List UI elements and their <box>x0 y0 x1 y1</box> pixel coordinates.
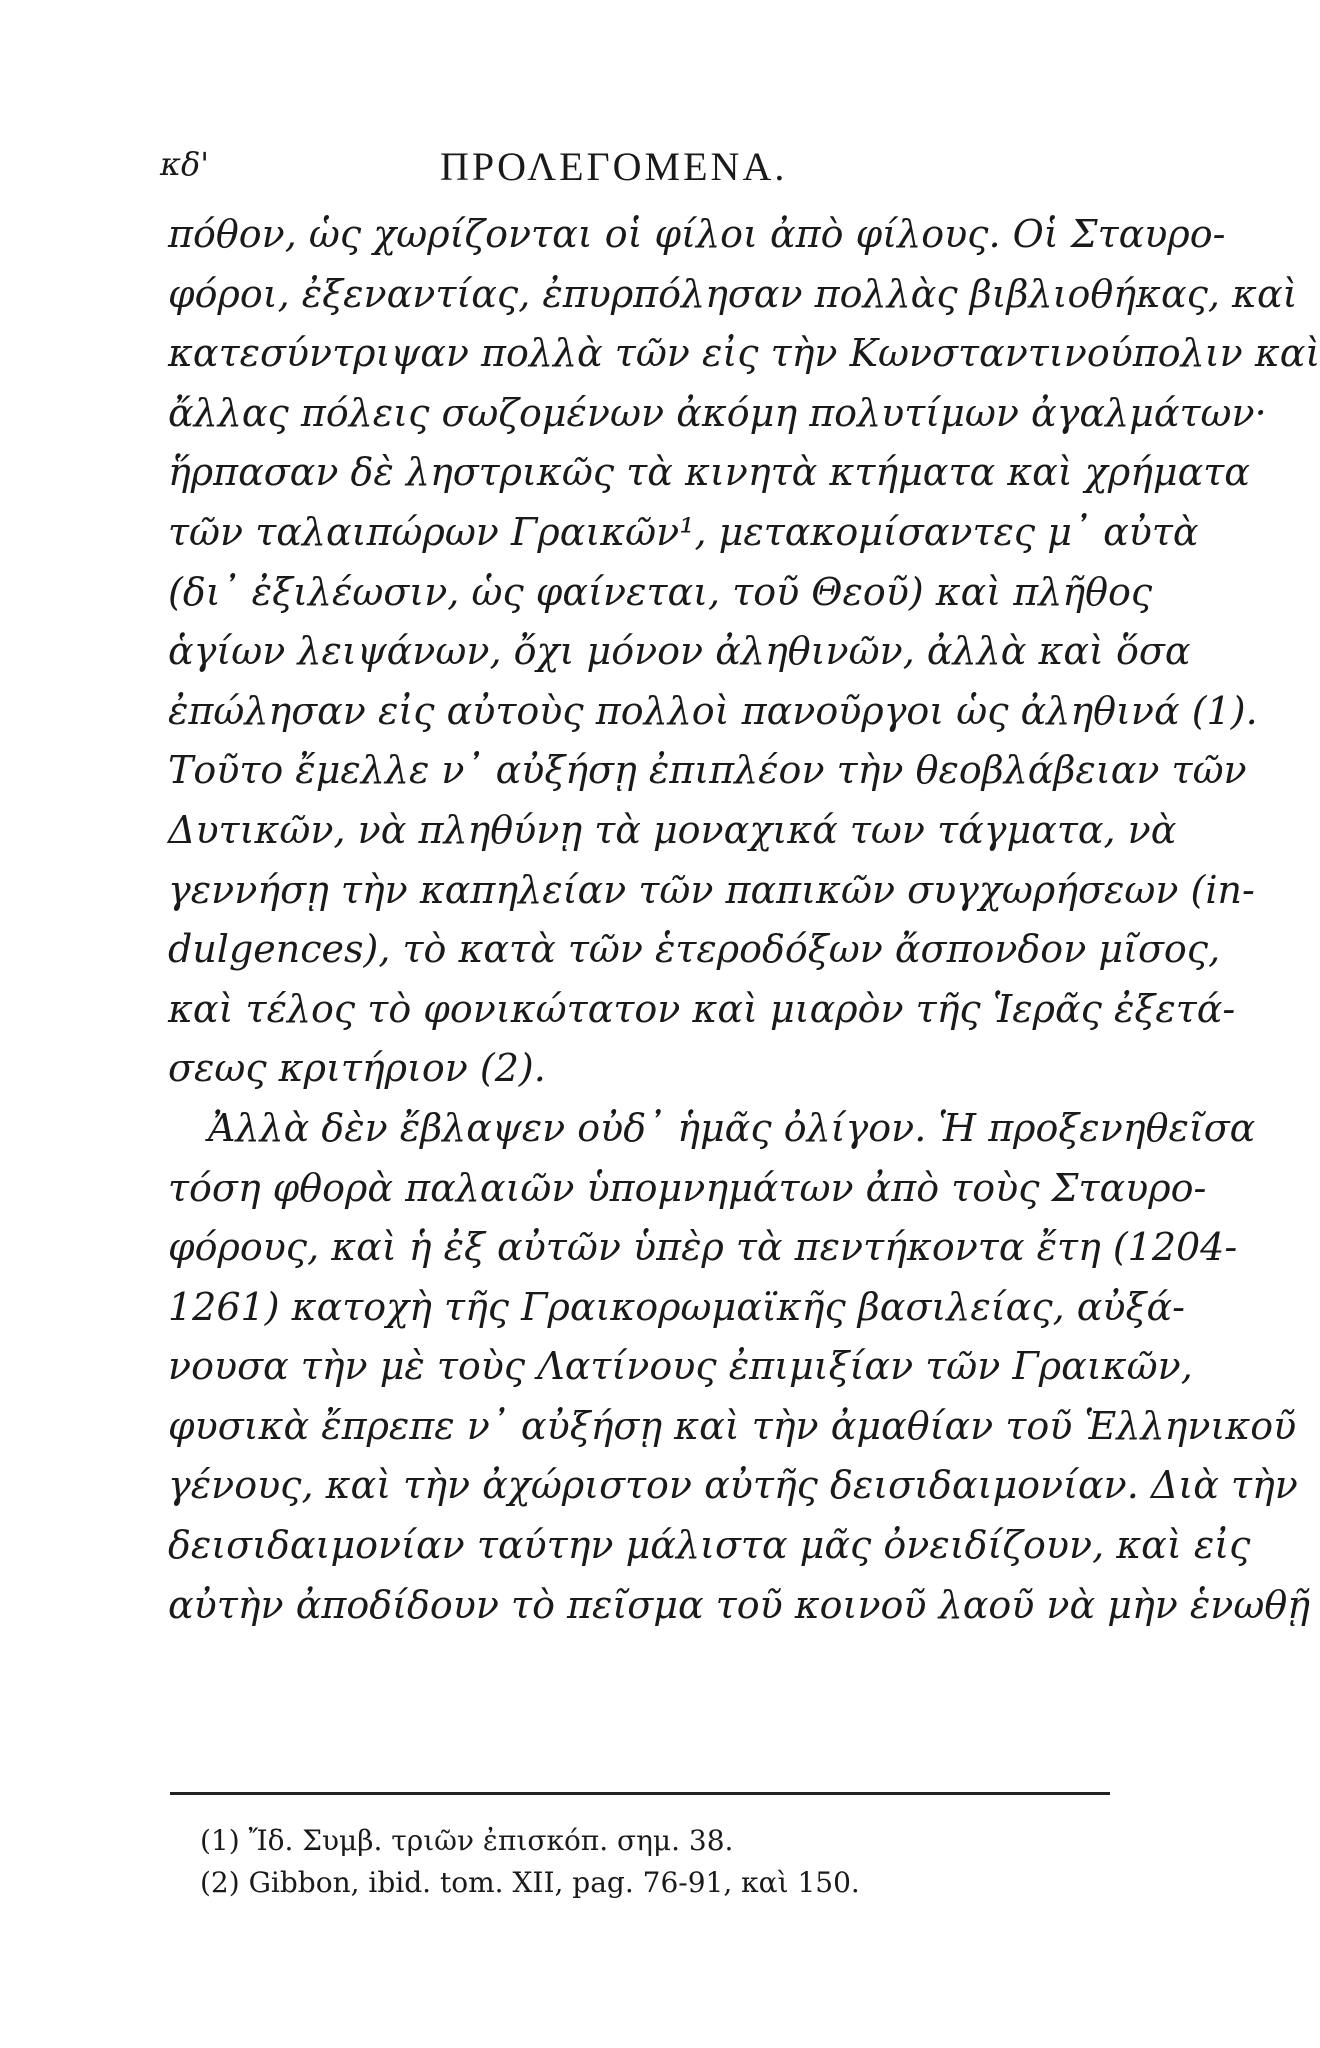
text-line: ἁγίων λειψάνων, ὄχι μόνον ἀληθινῶν, ἀλλὰ καὶ ὅσα <box>168 629 1191 674</box>
text-line: ἐπώλησαν εἰς αὐτοὺς πολλοὶ πανοῦργοι ὡς ἀληθινά (1). <box>168 688 1258 733</box>
text-line: φυσικὰ ἔπρεπε ν᾽ αὐξήσῃ καὶ τὴν ἀμαθίαν τοῦ Ἑλληνικοῦ <box>168 1403 1297 1448</box>
text-line: γεννήσῃ τὴν καπηλείαν τῶν παπικῶν συγχωρήσεων (in- <box>168 867 1255 912</box>
running-title: ΠΡΟΛΕΓΟΜΕΝΑ. <box>440 144 788 189</box>
text-line: φόροι, ἐξεναντίας, ἐπυρπόλησαν πολλὰς βιβλιοθήκας, καὶ <box>168 271 1298 316</box>
paragraph-start-line: Ἀλλὰ δὲν ἔβλαψεν οὐδ᾽ ἡμᾶς ὀλίγον. Ἡ προξενηθεῖσα <box>208 1105 1256 1150</box>
page-header <box>160 145 1120 195</box>
footnote-divider <box>170 1792 1110 1795</box>
text-line: αὐτὴν ἀποδίδουν τὸ πεῖσμα τοῦ κοινοῦ λαοῦ νὰ μὴν ἑνωθῇ <box>168 1582 1311 1627</box>
footnote-2: (2) Gibbon, ibid. tom. XII, pag. 76-91, καὶ 150. <box>200 1866 860 1899</box>
body-text <box>168 205 1320 1635</box>
footnotes <box>200 1820 1100 1904</box>
page-number: κδ' <box>160 145 210 183</box>
text-line: πόθον, ὡς χωρίζονται οἱ φίλοι ἀπὸ φίλους. Οἱ Σταυρο- <box>168 212 1226 256</box>
footnote-1: (1) Ἴδ. Συμβ. τριῶν ἐπισκόπ. σημ. 38. <box>200 1824 734 1857</box>
text-line: Τοῦτο ἔμελλε ν᾽ αὐξήσῃ ἐπιπλέον τὴν θεοβλάβειαν τῶν <box>168 748 1247 793</box>
text-line: 1261) κατοχὴ τῆς Γραικορωμαϊκῆς βασιλείας, αὐξά- <box>168 1284 1185 1329</box>
text-line: γένους, καὶ τὴν ἀχώριστον αὐτῆς δεισιδαιμονίαν. Διὰ τὴν <box>168 1463 1298 1508</box>
text-line: καὶ τέλος τὸ φονικώτατον καὶ μιαρὸν τῆς Ἱερᾶς ἐξετά- <box>168 986 1236 1031</box>
text-line: Δυτικῶν, νὰ πληθύνῃ τὰ μοναχικά των τάγματα, νὰ <box>168 807 1177 852</box>
text-line: ἄλλας πόλεις σωζομένων ἀκόμη πολυτίμων ἀγαλμάτων· <box>168 390 1267 435</box>
text-line: δεισιδαιμονίαν ταύτην μάλιστα μᾶς ὀνειδίζουν, καὶ εἰς <box>168 1523 1251 1568</box>
text-line: σεως κριτήριον (2). <box>168 1046 546 1091</box>
text-line: ἥρπασαν δὲ ληστρικῶς τὰ κινητὰ κτήματα καὶ χρήματα <box>168 450 1250 495</box>
text-line: κατεσύντριψαν πολλὰ τῶν εἰς τὴν Κωνσταντινούπολιν καὶ <box>168 331 1320 376</box>
text-line: φόρους, καὶ ἡ ἐξ αὐτῶν ὑπὲρ τὰ πεντήκοντα ἔτη (1204- <box>168 1225 1238 1270</box>
text-line: dulgences), τὸ κατὰ τῶν ἑτεροδόξων ἄσπονδον μῖσος, <box>168 927 1221 972</box>
text-line: νουσα τὴν μὲ τοὺς Λατίνους ἐπιμιξίαν τῶν Γραικῶν, <box>168 1344 1193 1389</box>
text-line: τόση φθορὰ παλαιῶν ὑπομνημάτων ἀπὸ τοὺς Σταυρο- <box>168 1165 1207 1210</box>
text-line: τῶν ταλαιπώρων Γραικῶν¹, μετακομίσαντες μ᾽ αὐτὰ <box>168 509 1199 554</box>
text-line: (δι᾽ ἐξιλέωσιν, ὡς φαίνεται, τοῦ Θεοῦ) καὶ πλῆθος <box>168 569 1153 614</box>
